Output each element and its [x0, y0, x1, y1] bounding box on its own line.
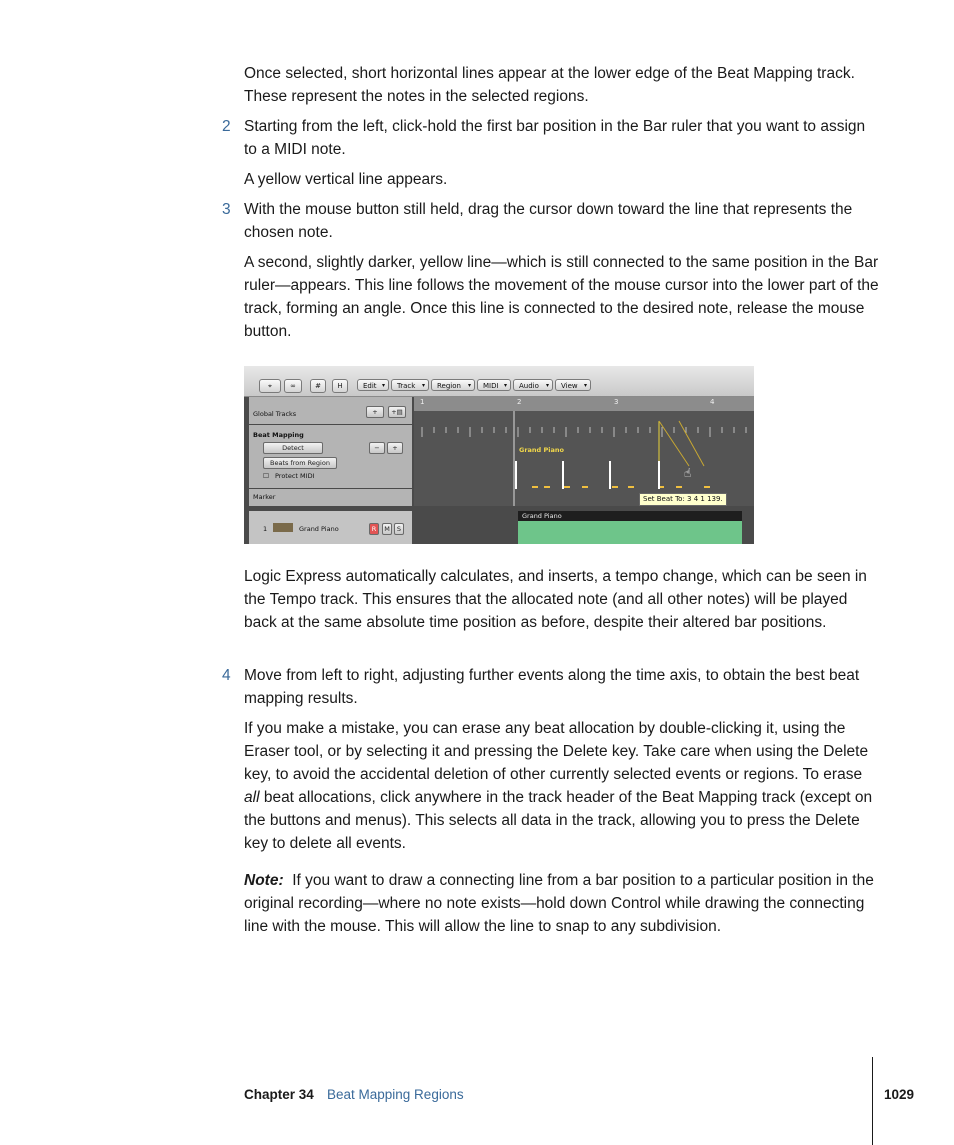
beat-mapping-graphics: [414, 411, 754, 506]
footer-chapter: Chapter 34: [244, 1087, 314, 1102]
track-number: 1: [263, 525, 268, 533]
tool-icon[interactable]: ⌖: [259, 379, 281, 393]
paragraph-notes-appear: Once selected, short horizontal lines appear at the lower edge of the Beat Mapping track. These represent the notes in the selected regions.: [244, 65, 855, 105]
paragraph-yellow-line: A yellow vertical line appears.: [244, 171, 448, 188]
note-text: If you want to draw a connecting line from a bar position to a particular position in the original recording—where no note exists—hold down Control while drawing the connecting line with the mouse. This will allow the line to snap to any subdivision.: [244, 872, 874, 935]
footer-chapter-title[interactable]: Beat Mapping Regions: [327, 1087, 464, 1102]
protect-midi-checkbox[interactable]: ☐: [263, 472, 269, 480]
beat-mapping-screenshot: [244, 366, 754, 544]
ruler-region-label: Grand Piano: [519, 446, 564, 454]
track-header[interactable]: [249, 511, 412, 544]
menu-midi[interactable]: [477, 379, 511, 391]
bar-number-3: 3: [614, 398, 619, 406]
footer-divider: [872, 1057, 873, 1145]
beats-from-region-label: Beats from Region: [270, 459, 330, 467]
menu-audio[interactable]: [513, 379, 553, 391]
beat-mapping-track-area[interactable]: [414, 411, 754, 506]
marker-label: Marker: [253, 493, 276, 501]
emphasis-all: all: [244, 789, 260, 806]
chevron-down-icon: ▾: [545, 382, 549, 389]
minus-button[interactable]: −: [369, 442, 385, 454]
menu-region-label: Region: [437, 382, 461, 390]
chevron-down-icon: ▾: [583, 382, 587, 389]
beat-mapping-label: Beat Mapping: [253, 431, 304, 439]
step-number-2: 2: [222, 118, 231, 135]
paragraph-second-line: A second, slightly darker, yellow line—which is still connected to the same position in the Bar ruler—appears. This line follows the movement of the mouse cursor into the lower part of the track, forming an angle. Once this line is connected to the desired note, release the mouse button.: [244, 254, 879, 340]
detect-button[interactable]: [263, 442, 323, 454]
step-4-text: Move from left to right, adjusting further events along the time axis, to obtain the best beat mapping results.: [244, 667, 860, 707]
step-number-4: 4: [222, 667, 231, 684]
link-icon[interactable]: ∞: [284, 379, 302, 393]
mute-button[interactable]: M: [382, 523, 392, 535]
plus-button[interactable]: +: [387, 442, 403, 454]
region-title: Grand Piano: [518, 511, 742, 521]
note-label: Note:: [244, 872, 284, 889]
track-name: Grand Piano: [299, 525, 339, 533]
bar-number-2: 2: [517, 398, 522, 406]
global-tracks-header[interactable]: [249, 397, 412, 424]
paragraph-mistake: [244, 717, 880, 855]
hand-cursor-icon: ☝: [684, 466, 692, 480]
add-global-track-button[interactable]: +: [366, 406, 384, 418]
set-beat-tooltip: Set Beat To: 3 4 1 139.: [639, 493, 727, 506]
menu-view-label: View: [561, 382, 578, 390]
menu-track[interactable]: [391, 379, 429, 391]
menu-view[interactable]: [555, 379, 591, 391]
chevron-down-icon: ▾: [503, 382, 507, 389]
configure-global-tracks-button[interactable]: +▤: [388, 406, 406, 418]
page-number: 1029: [884, 1087, 915, 1102]
paragraph-tempo-change: Logic Express automatically calculates, and inserts, a tempo change, which can be seen in the Tempo track. This ensures that the allocated note (and all other notes) will be played back at the same absolute time position as before, despite their altered bar positions.: [244, 568, 867, 631]
beat-mapping-header[interactable]: [249, 425, 412, 488]
bar-number-4: 4: [710, 398, 715, 406]
chevron-down-icon: ▾: [467, 382, 471, 389]
grand-piano-region[interactable]: [518, 511, 742, 544]
global-tracks-label: Global Tracks: [253, 410, 297, 418]
snap-icon[interactable]: #: [310, 379, 326, 393]
protect-midi-label: Protect MIDI: [275, 472, 315, 480]
chevron-down-icon: ▾: [421, 382, 425, 389]
beats-from-region-button[interactable]: [263, 457, 337, 469]
arrange-toolbar: [244, 366, 754, 397]
menu-midi-label: MIDI: [483, 382, 499, 390]
note-paragraph: [244, 869, 880, 938]
step-2-text: Starting from the left, click-hold the first bar position in the Bar ruler that you want to assign to a MIDI note.: [244, 118, 866, 158]
flex-icon[interactable]: H: [332, 379, 348, 393]
solo-button[interactable]: S: [394, 523, 404, 535]
record-button[interactable]: R: [369, 523, 379, 535]
bar-ruler[interactable]: [414, 397, 754, 411]
step-number-3: 3: [222, 201, 231, 218]
step-3-text: With the mouse button still held, drag the cursor down toward the line that represents the chosen note.: [244, 201, 853, 241]
mistake-text-end: beat allocations, click anywhere in the track header of the Beat Mapping track (except on the buttons and menus). This selects all data in the track, allowing you to press the Delete key to delete all events.: [244, 789, 873, 852]
detect-button-label: Detect: [282, 444, 304, 452]
instrument-icon: [273, 523, 293, 532]
menu-track-label: Track: [397, 382, 416, 390]
menu-edit-label: Edit: [363, 382, 377, 390]
marker-header[interactable]: [249, 489, 412, 506]
menu-region[interactable]: [431, 379, 475, 391]
menu-edit[interactable]: [357, 379, 389, 391]
chevron-down-icon: ▾: [381, 382, 385, 389]
mistake-text-start: If you make a mistake, you can erase any beat allocation by double-clicking it, using the Eraser tool, or by selecting it and pressing the Delete key. Take care when using the Delete key, to avoid the accidental deletion of other currently selected events or regions. To erase: [244, 720, 869, 783]
menu-audio-label: Audio: [519, 382, 539, 390]
bar-number-1: 1: [420, 398, 425, 406]
